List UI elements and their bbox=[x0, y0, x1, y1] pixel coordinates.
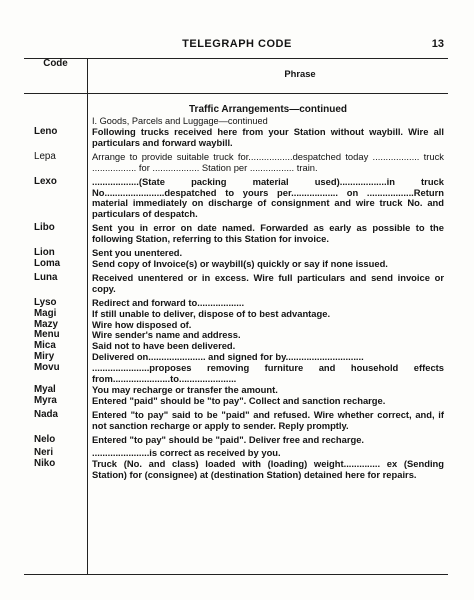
section-title: Traffic Arrangements—continued bbox=[189, 104, 347, 115]
code-word: Lion bbox=[34, 247, 55, 259]
phrase-text: Wire how disposed of. bbox=[92, 318, 192, 330]
table-row bbox=[24, 127, 448, 149]
table-row bbox=[24, 298, 448, 309]
phrase-text: Entered "to pay" should be "paid". Deliver free and recharge. bbox=[92, 433, 365, 445]
code-word: Lyso bbox=[34, 296, 57, 308]
code-word: Lexo bbox=[34, 175, 57, 187]
phrase-text: Wire sender's name and address. bbox=[92, 329, 241, 341]
code-word: Menu bbox=[34, 329, 60, 341]
table-row bbox=[24, 459, 448, 481]
phrase-text: Sent you in error on date named. Forwarded as early as possible to the following Station, referring to this Station for invoice. bbox=[92, 222, 444, 245]
table-row bbox=[24, 152, 448, 174]
phrase-text: If still unable to deliver, dispose of to best advantage. bbox=[92, 307, 331, 319]
phrase-text: You may recharge or transfer the amount. bbox=[92, 383, 278, 395]
table-row bbox=[24, 363, 448, 385]
table-row bbox=[24, 223, 448, 245]
header-divider bbox=[24, 93, 448, 94]
table-row bbox=[24, 259, 448, 270]
code-word: Movu bbox=[34, 362, 60, 374]
code-word: Luna bbox=[34, 271, 58, 283]
phrase-text: Arrange to provide suitable truck for.................despatched today .................. truck ................. for .................. Station per ................. train. bbox=[92, 150, 444, 173]
phrase-text: Entered "to pay" said to be "paid" and refused. Wire whether correct, and, if not sanction recharge or apply to sender. Reply promptly. bbox=[92, 408, 444, 431]
code-word: Nelo bbox=[34, 433, 56, 445]
code-word: Mazy bbox=[34, 318, 58, 330]
code-word: Leno bbox=[34, 126, 58, 137]
phrase-text: Send copy of Invoice(s) or waybill(s) quickly or say if none issued. bbox=[92, 257, 388, 269]
page-title: TELEGRAPH CODE bbox=[182, 38, 292, 50]
phrase-text: Said not to have been delivered. bbox=[92, 340, 236, 352]
table-row bbox=[24, 396, 448, 407]
table-row bbox=[24, 177, 448, 221]
section-subtitle: I. Goods, Parcels and Luggage—continued bbox=[92, 116, 268, 126]
code-word: Nada bbox=[34, 408, 58, 420]
code-word: Mica bbox=[34, 340, 56, 352]
phrase-text: Sent you unentered. bbox=[92, 247, 183, 259]
code-column-header: Code bbox=[43, 58, 68, 69]
code-word: Lepa bbox=[34, 150, 56, 162]
phrase-text: Delivered on...................... and signed for by.............................. bbox=[92, 351, 364, 363]
code-word: Libo bbox=[34, 222, 55, 234]
table-row bbox=[24, 435, 448, 446]
table-row bbox=[24, 330, 448, 341]
page-header bbox=[26, 38, 448, 54]
code-word: Loma bbox=[34, 257, 61, 269]
code-table bbox=[24, 58, 448, 575]
phrase-text: Redirect and forward to.................. bbox=[92, 296, 245, 308]
phrase-text: Received unentered or in excess. Wire full particulars and send invoice or copy. bbox=[92, 271, 444, 294]
phrase-column-header: Phrase bbox=[284, 68, 316, 79]
phrase-text: ......................is correct as received by you. bbox=[92, 447, 281, 459]
entry-list bbox=[24, 127, 448, 481]
code-word: Neri bbox=[34, 447, 54, 459]
phrase-text: ......................proposes removing furniture and household effects from......................to...................... bbox=[92, 362, 444, 385]
code-word: Magi bbox=[34, 307, 57, 319]
page-number: 13 bbox=[431, 38, 444, 50]
code-word: Myal bbox=[34, 383, 56, 395]
phrase-text: Entered "paid" should be "to pay". Collect and sanction recharge. bbox=[92, 394, 386, 406]
table-row bbox=[24, 309, 448, 320]
code-word: Niko bbox=[34, 458, 56, 470]
table-row bbox=[24, 273, 448, 295]
phrase-text: ..................(State packing material used)..................in truck No.......................despatched to yours per.................. on ..................Return material immediately on discharge of consignment and wire truck No. and particulars of despatch. bbox=[92, 175, 444, 220]
phrase-text: Following trucks received here from your Station without waybill. Wire all particulars and forward waybill. bbox=[92, 126, 444, 148]
code-word: Miry bbox=[34, 351, 55, 363]
table-row bbox=[24, 410, 448, 432]
code-word: Myra bbox=[34, 394, 57, 406]
phrase-text: Truck (No. and class) loaded with (loading) weight.............. ex (Sending Station) for (consignee) at (destination Station) detained here for repairs. bbox=[92, 458, 444, 481]
